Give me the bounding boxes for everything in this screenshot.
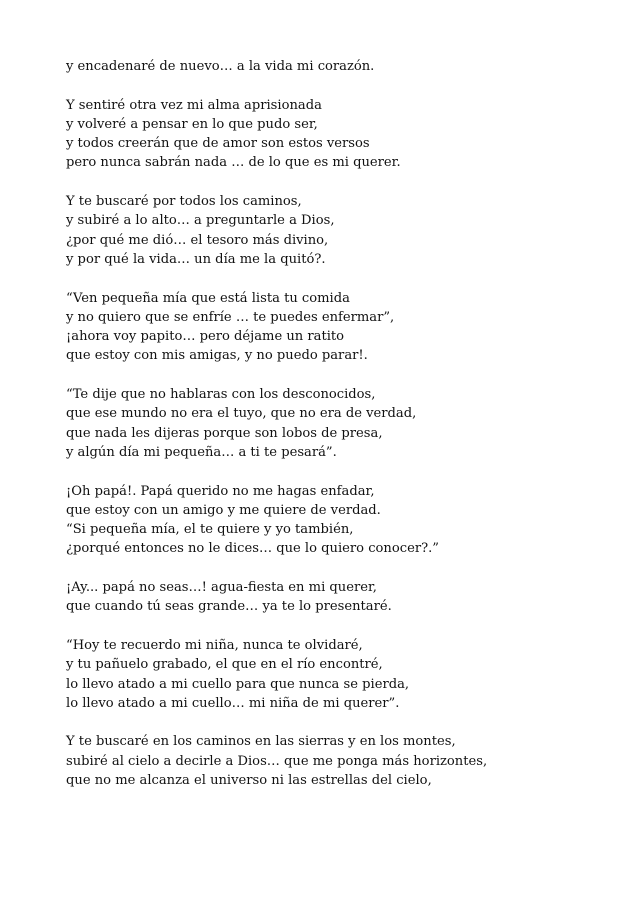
poem-line: lo llevo atado a mi cuello para que nunca se pierda,: [66, 676, 410, 692]
poem-line: y todos creerán que de amor son estos versos: [66, 136, 370, 152]
stanza: [66, 578, 586, 617]
poem-line: Y sentiré otra vez mi alma aprisionada: [66, 97, 322, 113]
poem-line: ¿por qué me dió… el tesoro más divino,: [66, 232, 329, 248]
poem-line: “Te dije que no hablaras con los desconocidos,: [66, 387, 376, 403]
poem-line: que estoy con mis amigas, y no puedo parar!.: [66, 348, 368, 364]
poem-line: y algún día mi pequeña… a ti te pesará”.: [66, 444, 337, 460]
stanza: [66, 482, 586, 559]
stanza: [66, 289, 586, 366]
poem-line: que no me alcanza el universo ni las estrellas del cielo,: [66, 772, 432, 788]
poem-line: pero nunca sabrán nada … de lo que es mi querer.: [66, 155, 401, 171]
poem-line: que ese mundo no era el tuyo, que no era de verdad,: [66, 406, 417, 422]
poem-line: “Si pequeña mía, el te quiere y yo también,: [66, 522, 354, 538]
poem-line: y por qué la vida… un día me la quitó?.: [66, 251, 326, 267]
poem-line: que estoy con un amigo y me quiere de verdad.: [66, 502, 381, 518]
poem-body: [66, 57, 586, 810]
poem-line: subiré al cielo a decirle a Dios… que me ponga más horizontes,: [66, 753, 488, 769]
stanza: [66, 96, 586, 173]
poem-line: y encadenaré de nuevo… a la vida mi corazón.: [66, 59, 375, 74]
stanza: [66, 57, 586, 76]
stanza: [66, 385, 586, 462]
poem-line: “Hoy te recuerdo mi niña, nunca te olvidaré,: [66, 637, 363, 653]
stanza: [66, 192, 586, 269]
poem-line: y no quiero que se enfríe … te puedes enfermar”,: [66, 309, 395, 325]
poem-line: y volveré a pensar en lo que pudo ser,: [66, 116, 318, 132]
poem-line: que cuando tú seas grande… ya te lo presentaré.: [66, 599, 392, 615]
poem-line: ¡ahora voy papito… pero déjame un ratito: [66, 329, 345, 345]
poem-line: “Ven pequeña mía que está lista tu comida: [66, 290, 350, 306]
poem-line: ¿porqué entonces no le dices… que lo quiero conocer?.”: [66, 541, 439, 557]
poem-line: que nada les dijeras porque son lobos de presa,: [66, 425, 383, 441]
poem-line: ¡Ay... papá no seas…! agua-fiesta en mi querer,: [66, 580, 377, 596]
stanza: [66, 732, 586, 790]
stanza: [66, 636, 586, 713]
poem-line: Y te buscaré por todos los caminos,: [66, 194, 302, 210]
poem-line: ¡Oh papá!. Papá querido no me hagas enfadar,: [66, 483, 375, 499]
poem-line: lo llevo atado a mi cuello… mi niña de mi querer”.: [66, 695, 400, 711]
poem-line: Y te buscaré en los caminos en las sierras y en los montes,: [66, 734, 456, 750]
poem-line: y tu pañuelo grabado, el que en el río encontré,: [66, 657, 383, 673]
poem-line: y subiré a lo alto… a preguntarle a Dios,: [66, 213, 335, 229]
